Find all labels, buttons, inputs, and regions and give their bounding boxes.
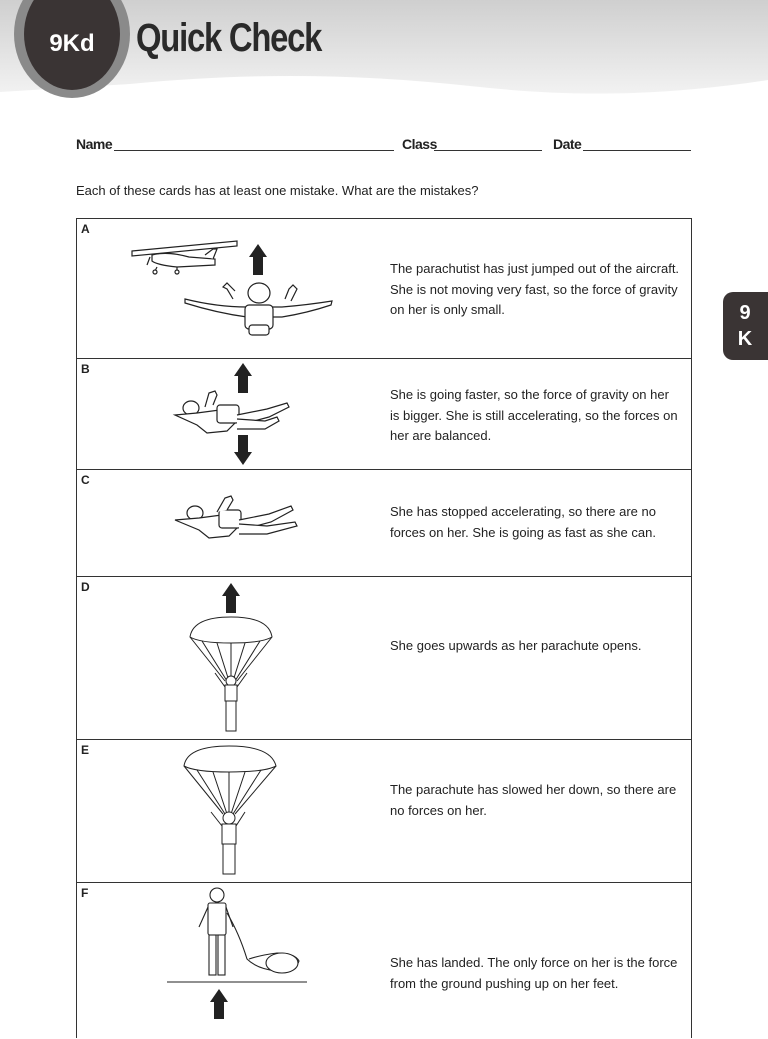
landed-parachutist-illustration xyxy=(77,883,377,1039)
worksheet-code-badge: 9Kd xyxy=(24,0,120,90)
card-text: The parachutist has just jumped out of the aircraft. She is not moving very fast, so the force of gravity on her is only small. xyxy=(390,261,680,317)
card-letter: B xyxy=(81,362,90,376)
cards-grid xyxy=(76,218,692,1038)
card-e xyxy=(77,740,691,883)
card-a xyxy=(77,219,691,359)
card-letter: F xyxy=(81,886,89,900)
page-title: Quick Check xyxy=(136,16,322,60)
date-label: Date xyxy=(553,136,582,152)
card-b xyxy=(77,359,691,470)
name-label: Name xyxy=(76,136,113,152)
card-letter: E xyxy=(81,743,90,757)
instructions: Each of these cards has at least one mistake. What are the mistakes? xyxy=(76,183,479,198)
name-field[interactable] xyxy=(114,150,394,151)
aircraft-parachutist-illustration xyxy=(77,219,377,359)
card-f xyxy=(77,883,691,1039)
card-text: The parachute has slowed her down, so there are no forces on her. xyxy=(390,782,677,818)
student-info-row xyxy=(76,136,692,156)
class-field[interactable] xyxy=(434,150,542,151)
card-letter: D xyxy=(81,580,90,594)
parachute-opening-illustration xyxy=(77,577,377,740)
card-text: She has stopped accelerating, so there are no forces on her. She is going as fast as she can. xyxy=(390,504,656,540)
chapter-tab xyxy=(723,292,768,360)
card-letter: A xyxy=(81,222,90,236)
chapter-tab-number: 9 xyxy=(739,302,751,324)
parachute-descending-illustration xyxy=(77,740,377,883)
card-d xyxy=(77,577,691,740)
card-letter: C xyxy=(81,473,90,487)
card-text: She has landed. The only force on her is the force from the ground pushing up on her feet. xyxy=(390,955,678,991)
card-text: She goes upwards as her parachute opens. xyxy=(390,638,642,653)
date-field[interactable] xyxy=(583,150,691,151)
chapter-tab-letter: K xyxy=(737,328,753,350)
card-c xyxy=(77,470,691,577)
terminal-velocity-parachutist-illustration xyxy=(77,470,377,577)
class-label: Class xyxy=(402,136,437,152)
card-text: She is going faster, so the force of gravity on her is bigger. She is still accelerating, so the forces on her are balanced. xyxy=(390,387,678,443)
falling-parachutist-illustration xyxy=(77,359,377,470)
